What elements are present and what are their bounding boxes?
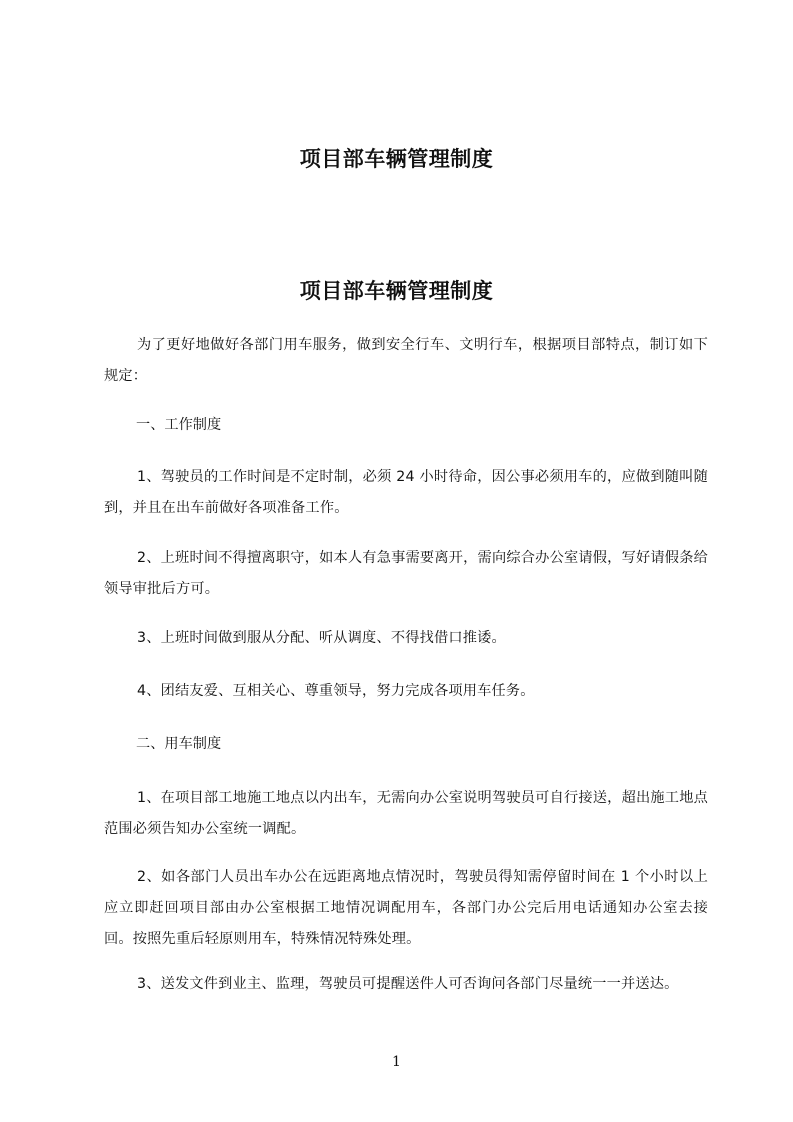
work-rule-item: 3、上班时间做到服从分配、听从调度、不得找借口推诿。 [137,630,506,646]
vehicle-rule-item: 3、送发文件到业主、监理，驾驶员可提醒送件人可否询问各部门尽量统一一并送达。 [137,976,679,992]
vehicle-rule-item: 2、如各部门人员出车办公在远距离地点情况时，驾驶员得知需停留时间在 1 个小时以上应立即赶回项目部由办公室根据工地情况调配用车，各部门办公完后用电话通知办公室去接回。按照先重后轻原则用车，特殊情况特殊处理。 [104,869,708,947]
section-heading-work-rules: 一、工作制度 [136,417,222,433]
body-title: 项目部车辆管理制度 [299,279,494,303]
section-heading-vehicle-use: 二、用车制度 [136,736,222,752]
page-number: 1 [392,1054,401,1070]
cover-title: 项目部车辆管理制度 [299,147,494,171]
work-rule-item: 2、上班时间不得擅离职守，如本人有急事需要离开，需向综合办公室请假，写好请假条给领导审批后方可。 [104,550,708,597]
intro-paragraph: 为了更好地做好各部门用车服务，做到安全行车、文明行车，根据项目部特点，制订如下规定： [104,337,708,384]
vehicle-rule-item: 1、在项目部工地施工地点以内出车，无需向办公室说明驾驶员可自行接送，超出施工地点范围必须告知办公室统一调配。 [104,790,708,837]
work-rule-item: 1、驾驶员的工作时间是不定时制，必须 24 小时待命，因公事必须用车的，应做到随叫随到，并且在出车前做好各项准备工作。 [104,469,708,516]
work-rule-item: 4、团结友爱、互相关心、尊重领导，努力完成各项用车任务。 [137,683,535,699]
